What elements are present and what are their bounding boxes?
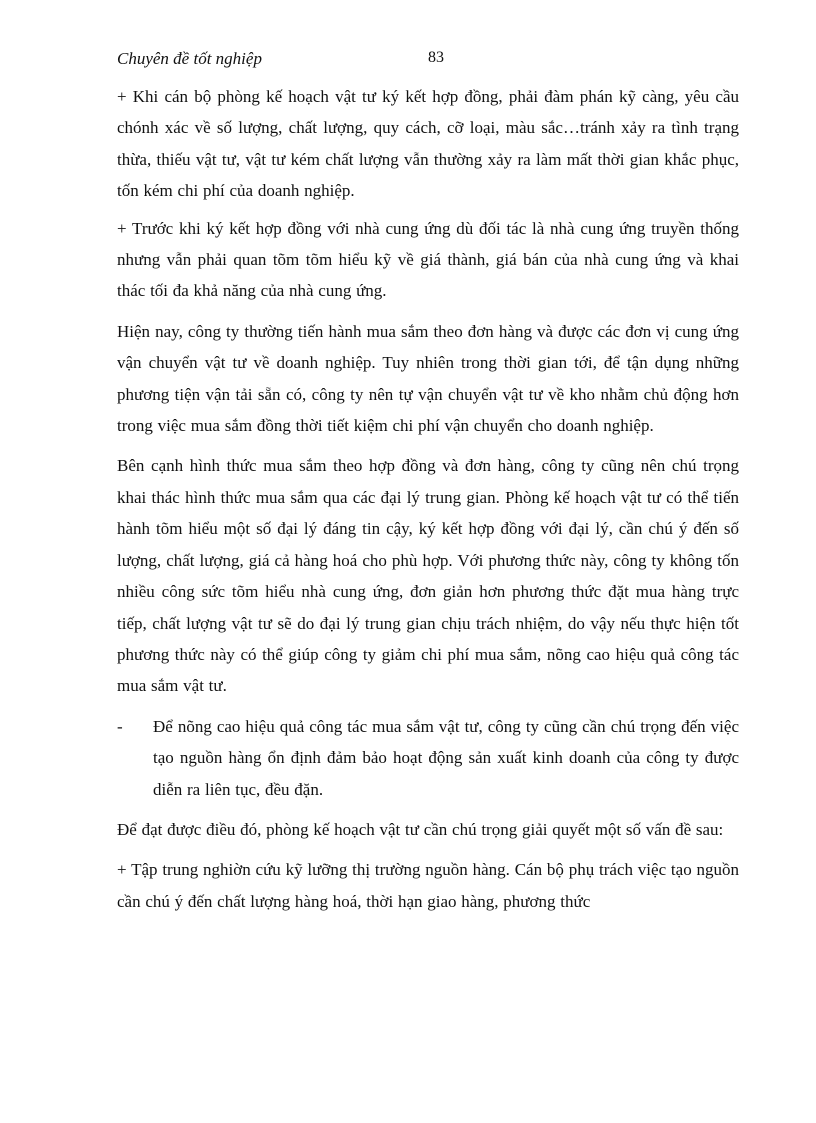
paragraph-contract-negotiation: + Khi cán bộ phòng kế hoạch vật tư ký kết hợp đồng, phải đàm phán kỹ càng, yêu cầu chónh xác về số lượng, chất lượng, quy cách, cỡ loại, màu sắc…tránh xảy ra tình trạng thừa, thiếu vật tư, vật tư kém chất lượng vẫn thường xảy ra làm mất thời gian khắc phục, tốn kém chi phí của doanh nghiệp. (117, 87, 739, 201)
paragraph-current-purchasing: Hiện nay, công ty thường tiến hành mua sắm theo đơn hàng và được các đơn vị cung ứng vận chuyển vật tư về doanh nghiệp. Tuy nhiên trong thời gian tới, để tận dụng những phương tiện vận tải sẵn có, công ty nên tự vận chuyển vật tư về kho nhằm chủ động hơn trong việc mua sắm đồng thời tiết kiệm chi phí vận chuyển cho doanh nghiệp. (117, 321, 739, 436)
paragraph-agent-purchasing: Bên cạnh hình thức mua sắm theo hợp đồng và đơn hàng, công ty cũng nên chú trọng khai thác hình thức mua sắm qua các đại lý trung gian. Phòng kế hoạch vật tư có thể tiến hành tõm hiểu một số đại lý đáng tin cậy, ký kết hợp đồng với đại lý, cần chú ý đến số lượng, chất lượng, giá cả hàng hoá cho phù hợp. Với phương thức này, công ty không tốn nhiều công sức tõm hiểu nhà cung ứng, đơn giản hơn phương thức đặt mua hàng trực tiếp, chất lượng vật tư sẽ do đại lý trung gian chịu trách nhiệm, do vậy nếu thực hiện tốt phương thức này có thể giúp công ty giảm chi phí mua sắm, nõng cao hiệu quả công tác mua sắm vật tư. (117, 456, 739, 696)
dash-list-item (117, 711, 739, 805)
dash-marker: - (117, 716, 123, 736)
paragraph-market-research: + Tập trung nghiờn cứu kỹ lưỡng thị trường nguồn hàng. Cán bộ phụ trách việc tạo nguồn cần chú ý đến chất lượng hàng hoá, thời hạn giao hàng, phương thức (117, 860, 739, 911)
header-title: Chuyên đề tốt nghiệp (117, 49, 262, 68)
body-text (117, 81, 739, 926)
paragraph-to-achieve: Để đạt được điều đó, phòng kế hoạch vật tư cần chú trọng giải quyết một số vấn đề sau: (117, 819, 724, 839)
dash-item-text: Để nõng cao hiệu quả công tác mua sắm vật tư, công ty cũng cần chú trọng đến việc tạo nguồn hàng ổn định đảm bảo hoạt động sản xuất kinh doanh của công ty được diễn ra liên tục, đều đặn. (153, 716, 739, 799)
paragraph-before-contract: + Trước khi ký kết hợp đồng với nhà cung ứng dù đối tác là nhà cung ứng truyền thống nhưng vẫn phải quan tõm tõm hiểu kỹ về giá thành, giá bán của nhà cung ứng và khai thác tối đa khả năng của nhà cung ứng. (117, 218, 739, 301)
page-number: 83 (428, 49, 444, 66)
